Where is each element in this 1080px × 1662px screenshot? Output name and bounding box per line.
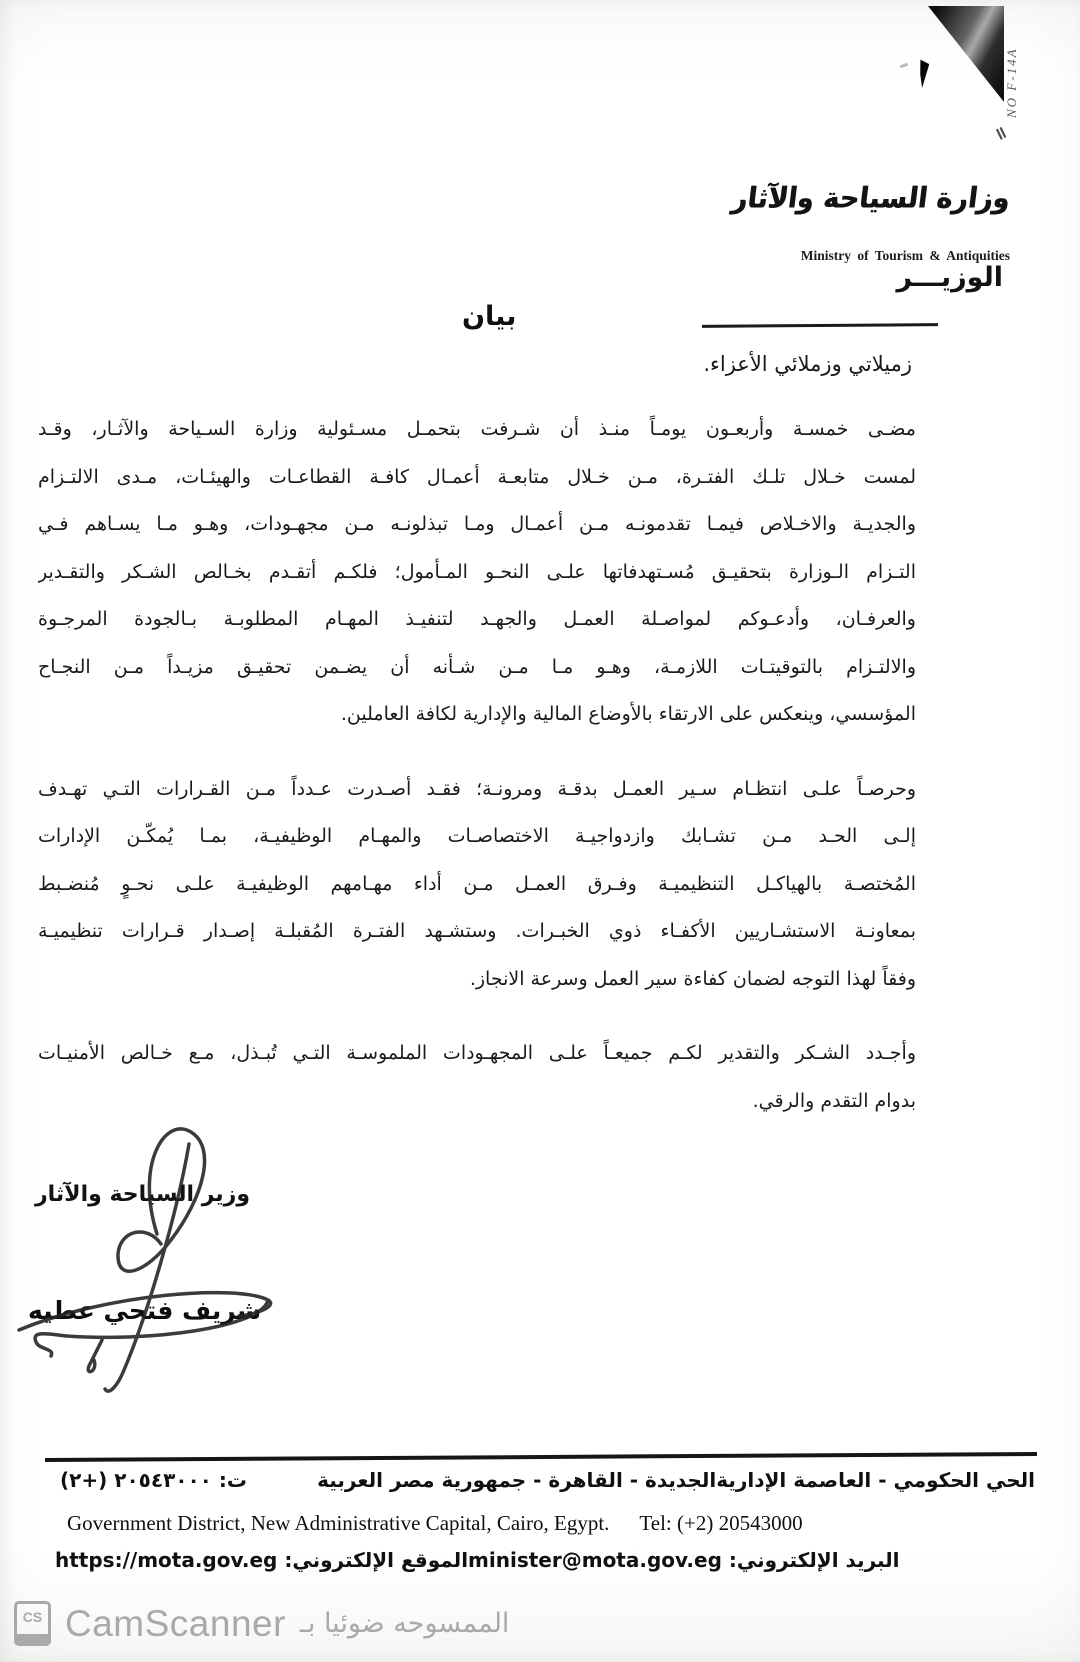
paragraph	[38, 766, 916, 1004]
signature-name: شريف فتحي عطيه	[28, 1296, 262, 1325]
ministry-name-english: Ministry of Tourism & Antiquities	[800, 248, 1010, 263]
statement-title: بيان	[462, 301, 517, 332]
statement-line: مضـى خمسـة وأربعـون يومـاً منـذ أن شـرفت بتحمـل مسـئولية وزارة السـياحة والآثـار، وقـد	[38, 418, 916, 440]
statement-line: وأجـدد الشـكر والتقدير لكـم جميعـاً علـى المجهـودات الملموسـة التـي تُبـذل، مـع خـالص الأمنيـات	[38, 1042, 916, 1064]
footer-address-arabic	[60, 1468, 1035, 1492]
corner-fold-mark	[928, 6, 1004, 102]
statement-line: والجديـة والاخـلاص فيمـا تقدمونـه مـن أعمـال ومـا تبذلونـه مـن مجهـودات، وهـو مـا يسـاهم فـي	[38, 513, 916, 535]
statement-line: والالتـزام بالتوقيتـات اللازمـة، وهـو مـا مـن شـأنه أن يضـمن تحقيـق مزيـداً مـن النجـاح	[38, 655, 916, 678]
minister-title-underline	[702, 323, 938, 328]
website-line	[55, 1548, 468, 1572]
statement-line: والعرفـان، وأدعـوكم لمواصـلة العمـل والجهـد لتنفيـذ المهـام المطلوبـة بـالجودة المرجـوة	[38, 608, 916, 630]
email-label: البريد الإلكتروني:	[728, 1548, 900, 1572]
greeting-line: زميلاتي وزملائي الأعزاء.	[703, 352, 912, 376]
statement-line: المؤسسي، وينعكس على الارتقاء بالأوضاع المالية والإدارية لكافة العاملين.	[340, 703, 916, 725]
phone-ar-text: ت: ٢٠٥٤٣٠٠٠ (+٢)	[60, 1468, 247, 1492]
address-ar-text: الحي الحكومي - العاصمة الإداريةالجديدة - القاهرة - جمهورية مصر العربية	[317, 1468, 1035, 1492]
margin-scribble-mark: =	[988, 122, 1013, 143]
paragraph	[38, 406, 916, 739]
ink-mark	[915, 59, 929, 88]
handwritten-signature	[5, 1102, 345, 1432]
statement-line: المُختصـة بالهياكـل التنظيميـة وفـرق العمـل مـن أداء مهـامهم الوظيفيـة علـى نحـوٍ مُنضـبط	[38, 872, 916, 895]
website-label: الموقع الإلكتروني:	[284, 1548, 469, 1572]
ministry-logo-calligraphy: وزارة السياحة والآثار	[730, 182, 1013, 215]
letter-body	[38, 406, 916, 1152]
address-en-text: Government District, New Administrative Capital, Cairo, Egypt.	[67, 1511, 610, 1535]
ink-dot	[900, 63, 909, 69]
statement-line: لمست خـلال تلـك الفتـرة، مـن خـلال متابعـة أعمـال كافـة القطاعـات والهيئـات، مـدى الالتـزام	[38, 465, 916, 488]
statement-line: بدوام التقدم والرقي.	[752, 1089, 916, 1112]
camscanner-brand-text: CamScanner	[65, 1602, 286, 1644]
footer-address-english	[67, 1511, 803, 1536]
camscanner-watermark	[14, 1601, 509, 1646]
website-url: https://mota.gov.eg	[55, 1548, 278, 1572]
statement-line: التـزام الـوزارة بتحقيـق مُسـتهدفاتها علـى النحـو المـأمول؛ فلكـم أتقـدم بخـالص الشـكر والتقـدير	[38, 560, 916, 583]
statement-line: إلـى الحـد مـن تشـابك وازدواجيـة الاختصاصـات والمهـام الوظيفيـة، بمـا يُمكّـن الإدارات	[38, 825, 916, 847]
email-line	[468, 1548, 900, 1572]
minister-title: الوزيـــر	[896, 262, 1003, 293]
doc-number-label: NO F-14A	[1004, 47, 1019, 118]
footer-rule	[45, 1452, 1037, 1462]
phone-en-text: Tel: (+2) 20543000	[639, 1511, 803, 1535]
statement-line: بمعاونـة الاستشـاريين الأكفـاء ذوي الخبـرات. وستشـهد الفتـرة المُقبلـة إصـدار قـرارات تنظيميـة	[38, 920, 916, 942]
statement-line: وحرصـاً علـى انتظـام سـير العمـل بدقـة ومرونـة؛ فقـد أصـدرت عـدداً مـن القـرارات التـي تهـدف	[38, 777, 916, 800]
camscanner-caption-arabic: الممسوحه ضوئيا بـ	[299, 1608, 510, 1639]
email-address: minister@mota.gov.eg	[468, 1548, 722, 1572]
signature-title: وزير السياحة والآثار	[35, 1182, 251, 1207]
cs-logo-icon: CS	[14, 1601, 51, 1646]
statement-line: وفقاً لهذا التوجه لضمان كفاءة سير العمل وسرعة الانجاز.	[469, 967, 916, 990]
footer-links	[55, 1548, 900, 1572]
